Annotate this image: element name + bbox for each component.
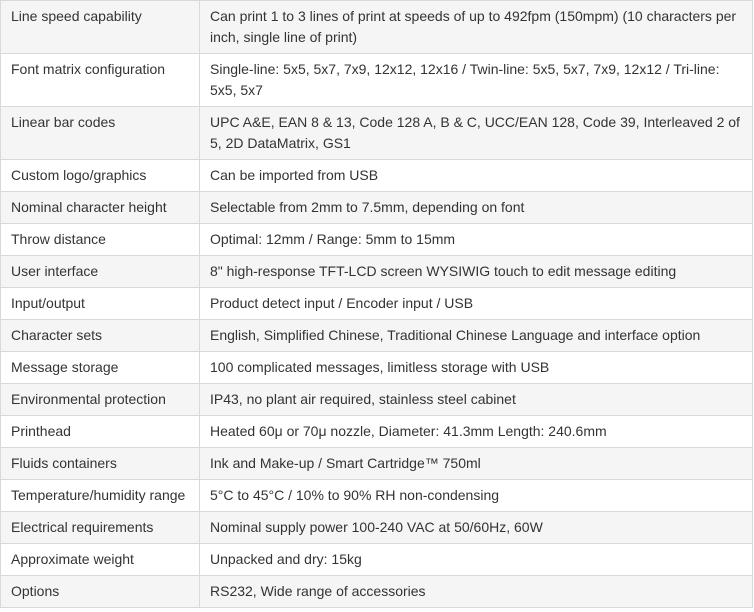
spec-label: Environmental protection (1, 384, 200, 416)
spec-label: Approximate weight (1, 544, 200, 576)
spec-value: Optimal: 12mm / Range: 5mm to 15mm (200, 224, 753, 256)
table-row (1, 512, 753, 544)
spec-value: RS232, Wide range of accessories (200, 576, 753, 608)
table-row (1, 54, 753, 107)
spec-value: English, Simplified Chinese, Traditional Chinese Language and interface option (200, 320, 753, 352)
spec-value: Can print 1 to 3 lines of print at speeds of up to 492fpm (150mpm) (10 characters per inch, single line of print) (200, 1, 753, 54)
table-row (1, 107, 753, 160)
table-row (1, 448, 753, 480)
table-row (1, 192, 753, 224)
table-row (1, 480, 753, 512)
table-row (1, 576, 753, 608)
spec-label: Throw distance (1, 224, 200, 256)
table-row (1, 288, 753, 320)
spec-value: Ink and Make-up / Smart Cartridge™ 750ml (200, 448, 753, 480)
spec-label: Fluids containers (1, 448, 200, 480)
table-row (1, 544, 753, 576)
spec-label: Input/output (1, 288, 200, 320)
spec-value: 5°C to 45°C / 10% to 90% RH non-condensing (200, 480, 753, 512)
spec-label: Temperature/humidity range (1, 480, 200, 512)
spec-value: Unpacked and dry: 15kg (200, 544, 753, 576)
spec-value: 8" high-response TFT-LCD screen WYSIWIG touch to edit message editing (200, 256, 753, 288)
spec-label: Printhead (1, 416, 200, 448)
spec-label: Font matrix configuration (1, 54, 200, 107)
spec-value: Heated 60μ or 70μ nozzle, Diameter: 41.3mm Length: 240.6mm (200, 416, 753, 448)
spec-value: Can be imported from USB (200, 160, 753, 192)
spec-value: Product detect input / Encoder input / USB (200, 288, 753, 320)
table-row (1, 256, 753, 288)
table-row (1, 416, 753, 448)
spec-value: Nominal supply power 100-240 VAC at 50/60Hz, 60W (200, 512, 753, 544)
spec-label: Character sets (1, 320, 200, 352)
table-row (1, 224, 753, 256)
table-row (1, 160, 753, 192)
specifications-table-body (1, 1, 753, 608)
spec-label: Options (1, 576, 200, 608)
spec-label: Linear bar codes (1, 107, 200, 160)
spec-label: Line speed capability (1, 1, 200, 54)
spec-value: Selectable from 2mm to 7.5mm, depending on font (200, 192, 753, 224)
spec-label: User interface (1, 256, 200, 288)
spec-value: 100 complicated messages, limitless storage with USB (200, 352, 753, 384)
spec-value: UPC A&E, EAN 8 & 13, Code 128 A, B & C, UCC/EAN 128, Code 39, Interleaved 2 of 5, 2D DataMatrix, GS1 (200, 107, 753, 160)
table-row (1, 1, 753, 54)
spec-label: Message storage (1, 352, 200, 384)
spec-label: Custom logo/graphics (1, 160, 200, 192)
table-row (1, 320, 753, 352)
spec-label: Electrical requirements (1, 512, 200, 544)
spec-label: Nominal character height (1, 192, 200, 224)
spec-value: IP43, no plant air required, stainless steel cabinet (200, 384, 753, 416)
table-row (1, 384, 753, 416)
table-row (1, 352, 753, 384)
spec-value: Single-line: 5x5, 5x7, 7x9, 12x12, 12x16 / Twin-line: 5x5, 5x7, 7x9, 12x12 / Tri-line: 5x5, 5x7 (200, 54, 753, 107)
